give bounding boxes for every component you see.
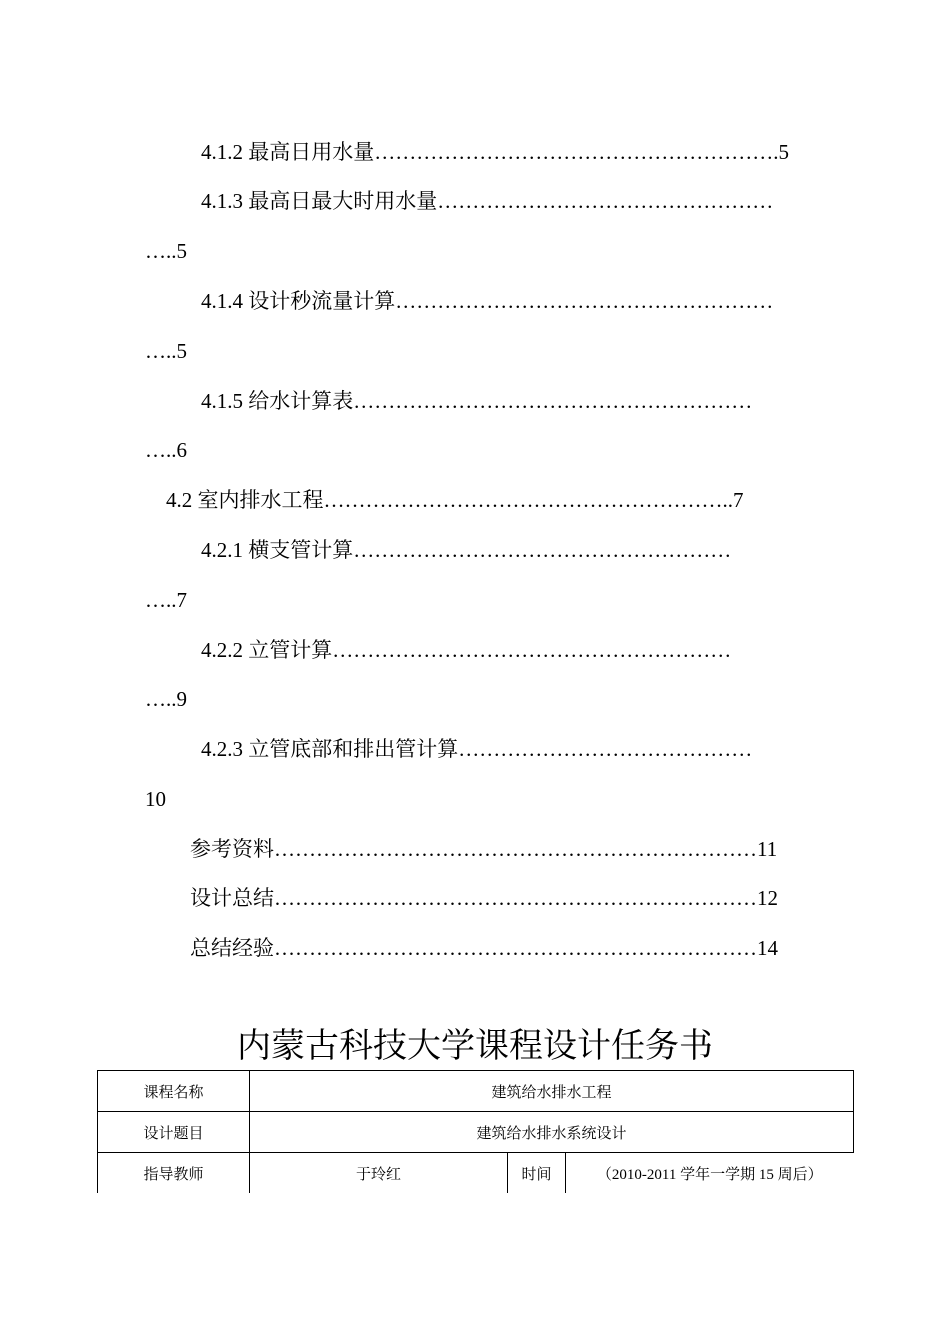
design-topic-label: 设计题目 bbox=[98, 1112, 250, 1153]
toc-entry: 4.2.3 立管底部和排出管计算…………………………………… bbox=[201, 737, 753, 761]
toc-entry-page: …..5 bbox=[145, 339, 187, 363]
table-row bbox=[98, 1071, 854, 1112]
toc-entry: 4.1.2 最高日用水量………………………………………………….5 bbox=[201, 140, 789, 164]
course-name-value: 建筑给水排水工程 bbox=[250, 1071, 854, 1112]
instructor-label: 指导教师 bbox=[98, 1153, 250, 1194]
table-row bbox=[98, 1153, 854, 1194]
time-label: 时间 bbox=[508, 1153, 566, 1194]
toc-entry: 设计总结……………………………………………………………12 bbox=[190, 886, 778, 910]
toc-entry: 4.1.5 给水计算表………………………………………………… bbox=[201, 389, 753, 413]
toc-entry: 4.1.3 最高日最大时用水量………………………………………… bbox=[201, 189, 774, 213]
instructor-value: 于玲红 bbox=[250, 1153, 508, 1194]
toc-entry-page: …..5 bbox=[145, 239, 187, 263]
toc-entry-page: …..6 bbox=[145, 438, 187, 462]
toc-entry-page: 10 bbox=[145, 787, 166, 811]
toc-entry: 参考资料……………………………………………………………11 bbox=[190, 837, 778, 861]
toc-entry: 总结经验……………………………………………………………14 bbox=[190, 936, 778, 960]
toc-entry-page: …..9 bbox=[145, 687, 187, 711]
table-row bbox=[98, 1112, 854, 1153]
time-value: （2010-2011 学年一学期 15 周后） bbox=[566, 1153, 854, 1194]
course-name-label: 课程名称 bbox=[98, 1071, 250, 1112]
task-book-table bbox=[97, 1070, 854, 1193]
toc-entry: 4.2.1 横支管计算……………………………………………… bbox=[201, 538, 732, 562]
toc-entry: 4.2.2 立管计算………………………………………………… bbox=[201, 638, 732, 662]
task-book-title: 内蒙古科技大学课程设计任务书 bbox=[237, 1026, 713, 1066]
design-topic-value: 建筑给水排水系统设计 bbox=[250, 1112, 854, 1153]
toc-entry: 4.2 室内排水工程…………………………………………………..7 bbox=[166, 488, 744, 512]
toc-entry-page: …..7 bbox=[145, 588, 187, 612]
toc-entry: 4.1.4 设计秒流量计算……………………………………………… bbox=[201, 289, 774, 313]
